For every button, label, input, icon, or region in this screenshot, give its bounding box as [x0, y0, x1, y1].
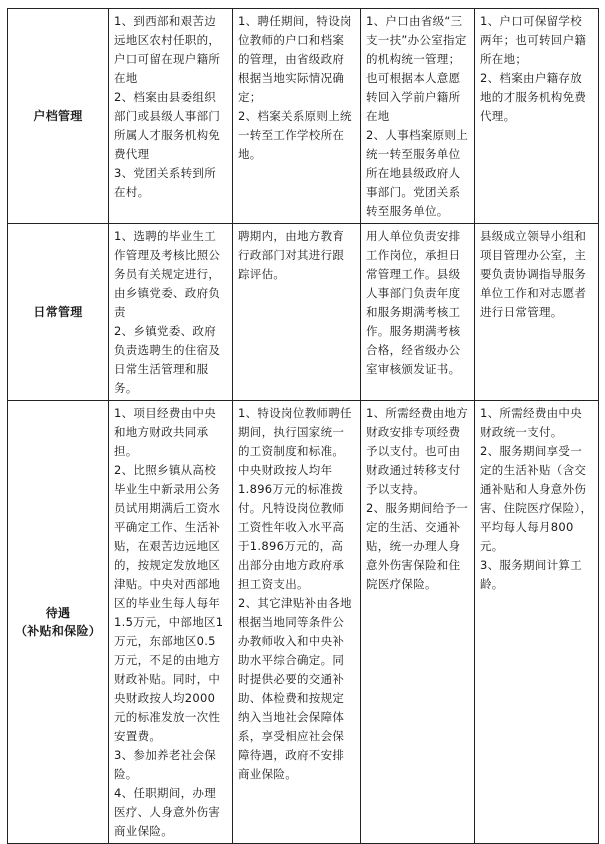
- cell-paragraph: 县级成立领导小组和项目管理办公室，主要负责协调指导服务单位工作和对志愿者进行日常管理。: [480, 229, 587, 319]
- cell-col2: [233, 224, 361, 401]
- cell-col3: [361, 401, 475, 844]
- table-row-benefits: [8, 401, 599, 844]
- row-header-daily-management: [8, 224, 109, 401]
- cell-paragraph: 1、特设岗位教师聘任期间，执行国家统一的工资制度和标准。中央财政按人均年1.896万元的标准拨付。凡特设岗位教师工资性年收入水平高于1.896万元的，高出部分由地方政府承担工资支出。: [238, 406, 352, 591]
- row-header-benefits: [8, 401, 109, 844]
- cell-paragraph: 2、服务期间享受一定的生活补贴（含交通补贴和人身意外伤害、住院医疗保险），平均每人每月800元。: [480, 444, 593, 553]
- cell-paragraph: 3、参加养老社会保险。: [114, 748, 217, 781]
- cell-paragraph: 2、其它津贴补由各地根据当地同等条件公办教师收入和中央补助水平综合确定。同时提供必要的交通补助、体检费和按规定纳入当地社会保障体系，享受相应社会保障待遇，政府不安排商业保险。: [238, 596, 352, 781]
- cell-paragraph: 1、选聘的毕业生工作管理及考核比照公务员有关规定进行，由乡镇党委、政府负责: [114, 229, 221, 319]
- cell-col1: [109, 401, 233, 844]
- cell-col2: [233, 9, 361, 224]
- cell-col3: [361, 9, 475, 224]
- cell-paragraph: 3、服务期间计算工龄。: [480, 558, 583, 591]
- table-row-household-records: [8, 9, 599, 224]
- cell-paragraph: 2、人事档案原则上统一转至服务单位所在地县级政府人事部门。党团关系转至服务单位。: [366, 128, 469, 218]
- row-header-label: 日常管理: [33, 305, 83, 319]
- cell-col3: [361, 224, 475, 401]
- cell-col1: [109, 9, 233, 224]
- cell-paragraph: 2、档案由户籍存放地的才服务机构免费代理。: [480, 71, 587, 123]
- comparison-table: [7, 8, 599, 844]
- cell-paragraph: 用人单位负责安排工作岗位，承担日常管理工作。县级人事部门负责年度和服务期满考核工作。服务期满考核合格，经省级办公室审核颁发证书。: [366, 229, 461, 376]
- cell-paragraph: 1、聘任期间，特设岗位教师的户口和档案的管理，由省级政府根据当地实际情况确定；: [238, 14, 352, 104]
- cell-paragraph: 1、户口可保留学校两年；也可转回户籍所在地；: [480, 14, 587, 66]
- cell-col4: [475, 9, 599, 224]
- cell-paragraph: 1、到西部和艰苦边远地区农村任职的，户口可留在现户籍所在地: [114, 14, 221, 85]
- cell-paragraph: 1、户口由省级“三支一扶”办公室指定的机构统一管理；也可根据本人意愿转回入学前户籍所在地: [366, 14, 467, 123]
- cell-paragraph: 1、所需经费由中央财政统一支付。: [480, 406, 583, 439]
- cell-paragraph: 2、档案关系原则上统一转至工作学校所在地。: [238, 109, 352, 161]
- table-row-daily-management: [8, 224, 599, 401]
- row-header-sublabel: （补贴和保险）: [14, 624, 102, 638]
- cell-paragraph: 2、乡镇党委、政府负责选聘生的住宿及日常生活管理和服务。: [114, 324, 221, 395]
- cell-paragraph: 1、所需经费由地方财政安排专项经费予以支付。也可由财政通过转移支付予以支持。: [366, 406, 469, 496]
- cell-paragraph: 2、档案由县委组织部门或县级人事部门所属人才服务机构免费代理: [114, 90, 221, 161]
- cell-col1: [109, 224, 233, 401]
- cell-paragraph: 1、项目经费由中央和地方财政共同承担。: [114, 406, 217, 458]
- cell-paragraph: 聘期内，由地方教育行政部门对其进行跟踪评估。: [238, 229, 345, 281]
- row-header-label: 户档管理: [33, 109, 83, 123]
- row-header-label: 待遇: [45, 606, 71, 620]
- row-header-household-records: [8, 9, 109, 224]
- cell-paragraph: 2、服务期间给予一定的生活、交通补贴，统一办理人身意外伤害保险和住院医疗保险。: [366, 501, 469, 591]
- cell-paragraph: 3、党团关系转到所在村。: [114, 166, 217, 199]
- cell-paragraph: 2、比照乡镇从高校毕业生中新录用公务员试用期满后工资水平确定工作、生活补贴，在艰苦边远地区的，按规定发放地区津贴。中央对西部地区的毕业生每人每年1.5万元，中部地区1万元，东部地区0.5万元，不足的由地方财政补贴。同时，中央财政按人均2000元的标准发放一次性安置费。: [114, 463, 224, 743]
- cell-col4: [475, 401, 599, 844]
- cell-col2: [233, 401, 361, 844]
- cell-paragraph: 4、任职期间，办理医疗、人身意外伤害商业保险。: [114, 786, 221, 838]
- cell-col4: [475, 224, 599, 401]
